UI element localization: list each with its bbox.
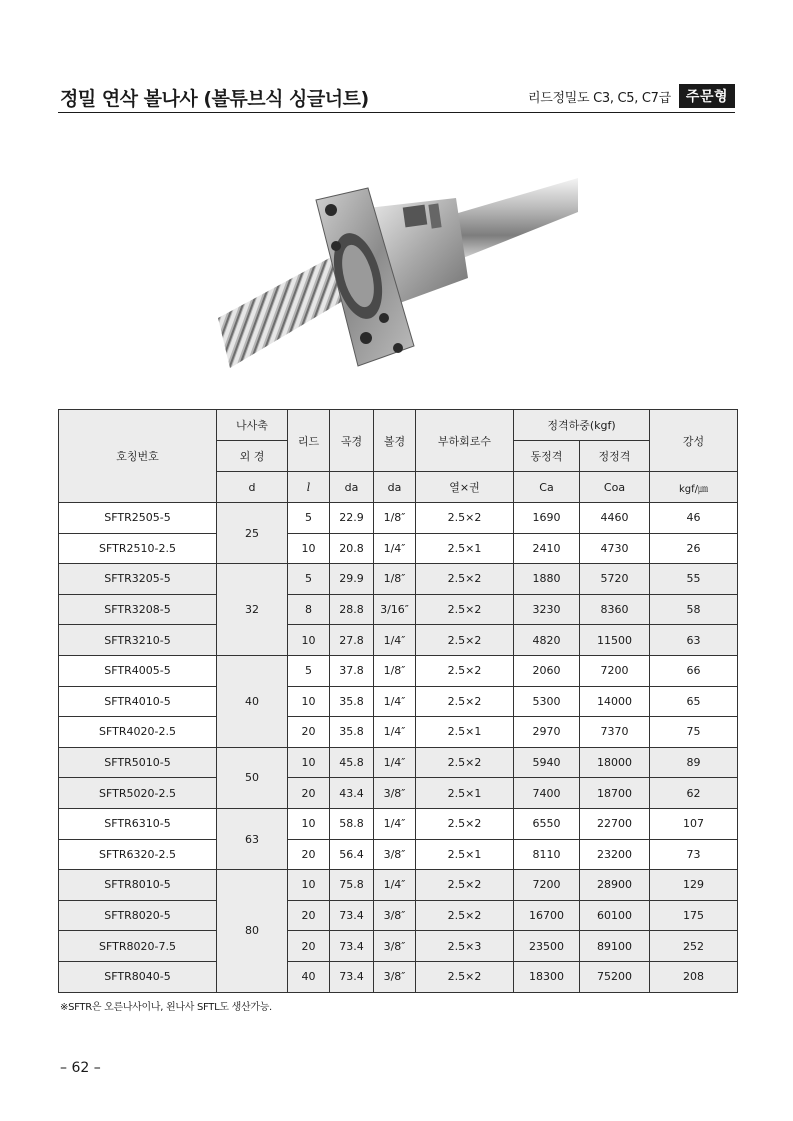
header-right bbox=[528, 84, 735, 108]
cell-ball-dia: 1/8″ bbox=[374, 503, 416, 534]
cell-shaft-dia: 80 bbox=[217, 870, 288, 992]
cell-circuits: 2.5×3 bbox=[416, 931, 514, 962]
cell-dynamic-load: 5300 bbox=[514, 686, 580, 717]
cell-dynamic-load: 7200 bbox=[514, 870, 580, 901]
cell-circuits: 2.5×1 bbox=[416, 533, 514, 564]
header-divider bbox=[58, 112, 735, 113]
cell-pitch-dia: 20.8 bbox=[330, 533, 374, 564]
col-ball-dia: 볼경 bbox=[374, 410, 416, 472]
sym-dynamic: Ca bbox=[514, 472, 580, 503]
table-row bbox=[59, 778, 738, 809]
cell-pitch-dia: 73.4 bbox=[330, 961, 374, 992]
cell-static-load: 11500 bbox=[580, 625, 650, 656]
table-row bbox=[59, 625, 738, 656]
cell-pitch-dia: 56.4 bbox=[330, 839, 374, 870]
cell-stiffness: 63 bbox=[650, 625, 738, 656]
cell-lead: 10 bbox=[288, 808, 330, 839]
table-row bbox=[59, 655, 738, 686]
cell-lead: 20 bbox=[288, 839, 330, 870]
cell-pitch-dia: 35.8 bbox=[330, 717, 374, 748]
cell-ball-dia: 1/4″ bbox=[374, 533, 416, 564]
cell-static-load: 7370 bbox=[580, 717, 650, 748]
cell-lead: 10 bbox=[288, 870, 330, 901]
cell-model: SFTR5010-5 bbox=[59, 747, 217, 778]
col-lead: 리드 bbox=[288, 410, 330, 472]
cell-dynamic-load: 2970 bbox=[514, 717, 580, 748]
cell-ball-dia: 1/8″ bbox=[374, 655, 416, 686]
cell-static-load: 89100 bbox=[580, 931, 650, 962]
cell-circuits: 2.5×2 bbox=[416, 594, 514, 625]
col-shaft-dia-line2: 외 경 bbox=[217, 441, 288, 472]
cell-lead: 10 bbox=[288, 625, 330, 656]
lead-accuracy-label: 리드정밀도 C3, C5, C7급 bbox=[527, 90, 671, 106]
cell-circuits: 2.5×2 bbox=[416, 625, 514, 656]
table-row bbox=[59, 686, 738, 717]
page-title: 정밀 연삭 볼나사 (볼튜브식 싱글너트) bbox=[60, 88, 369, 110]
table-row bbox=[59, 503, 738, 534]
cell-circuits: 2.5×2 bbox=[416, 961, 514, 992]
cell-dynamic-load: 5940 bbox=[514, 747, 580, 778]
cell-pitch-dia: 37.8 bbox=[330, 655, 374, 686]
cell-pitch-dia: 22.9 bbox=[330, 503, 374, 534]
cell-static-load: 8360 bbox=[580, 594, 650, 625]
cell-ball-dia: 3/8″ bbox=[374, 931, 416, 962]
ball-screw-photo bbox=[218, 168, 578, 400]
cell-circuits: 2.5×2 bbox=[416, 503, 514, 534]
cell-stiffness: 66 bbox=[650, 655, 738, 686]
cell-pitch-dia: 75.8 bbox=[330, 870, 374, 901]
cell-stiffness: 46 bbox=[650, 503, 738, 534]
col-shaft-dia-line1: 나사축 bbox=[217, 410, 288, 441]
cell-model: SFTR2510-2.5 bbox=[59, 533, 217, 564]
table-row bbox=[59, 961, 738, 992]
table-row bbox=[59, 839, 738, 870]
cell-ball-dia: 3/8″ bbox=[374, 778, 416, 809]
cell-ball-dia: 1/4″ bbox=[374, 625, 416, 656]
cell-dynamic-load: 18300 bbox=[514, 961, 580, 992]
cell-static-load: 23200 bbox=[580, 839, 650, 870]
cell-model: SFTR3205-5 bbox=[59, 564, 217, 595]
cell-model: SFTR3208-5 bbox=[59, 594, 217, 625]
cell-pitch-dia: 73.4 bbox=[330, 900, 374, 931]
cell-model: SFTR4010-5 bbox=[59, 686, 217, 717]
cell-static-load: 4460 bbox=[580, 503, 650, 534]
cell-stiffness: 58 bbox=[650, 594, 738, 625]
cell-circuits: 2.5×2 bbox=[416, 900, 514, 931]
cell-pitch-dia: 27.8 bbox=[330, 625, 374, 656]
table-row bbox=[59, 808, 738, 839]
table-row bbox=[59, 594, 738, 625]
cell-model: SFTR6320-2.5 bbox=[59, 839, 217, 870]
cell-pitch-dia: 35.8 bbox=[330, 686, 374, 717]
cell-model: SFTR2505-5 bbox=[59, 503, 217, 534]
order-type-badge: 주문형 bbox=[679, 84, 735, 108]
cell-pitch-dia: 29.9 bbox=[330, 564, 374, 595]
cell-dynamic-load: 6550 bbox=[514, 808, 580, 839]
table-row bbox=[59, 747, 738, 778]
sym-shaft-dia: d bbox=[217, 472, 288, 503]
cell-pitch-dia: 58.8 bbox=[330, 808, 374, 839]
footnote: ※SFTR은 오른나사이나, 왼나사 SFTL도 생산가능. bbox=[60, 1002, 272, 1013]
cell-model: SFTR8040-5 bbox=[59, 961, 217, 992]
cell-circuits: 2.5×2 bbox=[416, 686, 514, 717]
cell-lead: 20 bbox=[288, 778, 330, 809]
col-static: 정정격 bbox=[580, 441, 650, 472]
cell-dynamic-load: 1690 bbox=[514, 503, 580, 534]
cell-stiffness: 129 bbox=[650, 870, 738, 901]
cell-dynamic-load: 16700 bbox=[514, 900, 580, 931]
cell-lead: 10 bbox=[288, 533, 330, 564]
cell-static-load: 18000 bbox=[580, 747, 650, 778]
table-header bbox=[59, 410, 738, 503]
cell-stiffness: 252 bbox=[650, 931, 738, 962]
page-number: – 62 – bbox=[60, 1060, 101, 1076]
cell-model: SFTR4005-5 bbox=[59, 655, 217, 686]
col-model: 호칭번호 bbox=[59, 410, 217, 503]
cell-stiffness: 208 bbox=[650, 961, 738, 992]
cell-shaft-dia: 25 bbox=[217, 503, 288, 564]
cell-ball-dia: 1/4″ bbox=[374, 808, 416, 839]
cell-ball-dia: 3/8″ bbox=[374, 900, 416, 931]
cell-static-load: 28900 bbox=[580, 870, 650, 901]
cell-stiffness: 26 bbox=[650, 533, 738, 564]
cell-ball-dia: 3/8″ bbox=[374, 839, 416, 870]
cell-lead: 40 bbox=[288, 961, 330, 992]
table-row bbox=[59, 533, 738, 564]
cell-lead: 20 bbox=[288, 717, 330, 748]
cell-static-load: 22700 bbox=[580, 808, 650, 839]
cell-lead: 10 bbox=[288, 747, 330, 778]
cell-circuits: 2.5×2 bbox=[416, 655, 514, 686]
cell-model: SFTR8020-7.5 bbox=[59, 931, 217, 962]
cell-shaft-dia: 63 bbox=[217, 808, 288, 869]
cell-circuits: 2.5×1 bbox=[416, 778, 514, 809]
cell-stiffness: 62 bbox=[650, 778, 738, 809]
cell-model: SFTR8010-5 bbox=[59, 870, 217, 901]
cell-ball-dia: 1/4″ bbox=[374, 717, 416, 748]
cell-lead: 8 bbox=[288, 594, 330, 625]
sym-ball-dia: da bbox=[374, 472, 416, 503]
cell-lead: 20 bbox=[288, 900, 330, 931]
cell-dynamic-load: 23500 bbox=[514, 931, 580, 962]
cell-stiffness: 55 bbox=[650, 564, 738, 595]
cell-model: SFTR4020-2.5 bbox=[59, 717, 217, 748]
cell-circuits: 2.5×2 bbox=[416, 564, 514, 595]
cell-dynamic-load: 3230 bbox=[514, 594, 580, 625]
cell-static-load: 18700 bbox=[580, 778, 650, 809]
sym-stiffness: kgf/㎛ bbox=[650, 472, 738, 503]
sym-lead: l bbox=[288, 472, 330, 503]
table-row bbox=[59, 564, 738, 595]
table-row bbox=[59, 870, 738, 901]
cell-stiffness: 65 bbox=[650, 686, 738, 717]
cell-static-load: 7200 bbox=[580, 655, 650, 686]
cell-ball-dia: 3/8″ bbox=[374, 961, 416, 992]
cell-model: SFTR5020-2.5 bbox=[59, 778, 217, 809]
cell-pitch-dia: 45.8 bbox=[330, 747, 374, 778]
cell-pitch-dia: 43.4 bbox=[330, 778, 374, 809]
table-body bbox=[59, 503, 738, 993]
cell-model: SFTR8020-5 bbox=[59, 900, 217, 931]
cell-dynamic-load: 2410 bbox=[514, 533, 580, 564]
cell-lead: 5 bbox=[288, 655, 330, 686]
cell-static-load: 75200 bbox=[580, 961, 650, 992]
cell-lead: 5 bbox=[288, 503, 330, 534]
cell-static-load: 14000 bbox=[580, 686, 650, 717]
cell-circuits: 2.5×1 bbox=[416, 717, 514, 748]
sym-circuits: 열×권 bbox=[416, 472, 514, 503]
col-rated-load: 정격하중(kgf) bbox=[514, 410, 650, 441]
cell-dynamic-load: 7400 bbox=[514, 778, 580, 809]
cell-stiffness: 107 bbox=[650, 808, 738, 839]
cell-pitch-dia: 73.4 bbox=[330, 931, 374, 962]
table-row bbox=[59, 931, 738, 962]
col-pitch-dia: 곡경 bbox=[330, 410, 374, 472]
cell-static-load: 60100 bbox=[580, 900, 650, 931]
cell-stiffness: 73 bbox=[650, 839, 738, 870]
cell-stiffness: 75 bbox=[650, 717, 738, 748]
cell-model: SFTR3210-5 bbox=[59, 625, 217, 656]
cell-ball-dia: 1/4″ bbox=[374, 747, 416, 778]
cell-lead: 20 bbox=[288, 931, 330, 962]
cell-ball-dia: 1/8″ bbox=[374, 564, 416, 595]
cell-shaft-dia: 50 bbox=[217, 747, 288, 808]
col-circuits: 부하회로수 bbox=[416, 410, 514, 472]
cell-lead: 5 bbox=[288, 564, 330, 595]
cell-ball-dia: 3/16″ bbox=[374, 594, 416, 625]
sym-pitch-dia: da bbox=[330, 472, 374, 503]
cell-circuits: 2.5×2 bbox=[416, 747, 514, 778]
cell-static-load: 4730 bbox=[580, 533, 650, 564]
cell-model: SFTR6310-5 bbox=[59, 808, 217, 839]
sym-static: Coa bbox=[580, 472, 650, 503]
cell-dynamic-load: 4820 bbox=[514, 625, 580, 656]
cell-stiffness: 175 bbox=[650, 900, 738, 931]
cell-circuits: 2.5×2 bbox=[416, 870, 514, 901]
cell-shaft-dia: 32 bbox=[217, 564, 288, 656]
cell-pitch-dia: 28.8 bbox=[330, 594, 374, 625]
cell-stiffness: 89 bbox=[650, 747, 738, 778]
col-stiffness: 강성 bbox=[650, 410, 738, 472]
cell-ball-dia: 1/4″ bbox=[374, 686, 416, 717]
cell-circuits: 2.5×1 bbox=[416, 839, 514, 870]
cell-dynamic-load: 2060 bbox=[514, 655, 580, 686]
cell-lead: 10 bbox=[288, 686, 330, 717]
cell-ball-dia: 1/4″ bbox=[374, 870, 416, 901]
col-dynamic: 동정격 bbox=[514, 441, 580, 472]
cell-dynamic-load: 8110 bbox=[514, 839, 580, 870]
table-row bbox=[59, 900, 738, 931]
ball-screw-spec-table bbox=[58, 409, 738, 993]
table-row bbox=[59, 717, 738, 748]
cell-circuits: 2.5×2 bbox=[416, 808, 514, 839]
cell-static-load: 5720 bbox=[580, 564, 650, 595]
cell-shaft-dia: 40 bbox=[217, 655, 288, 747]
cell-dynamic-load: 1880 bbox=[514, 564, 580, 595]
